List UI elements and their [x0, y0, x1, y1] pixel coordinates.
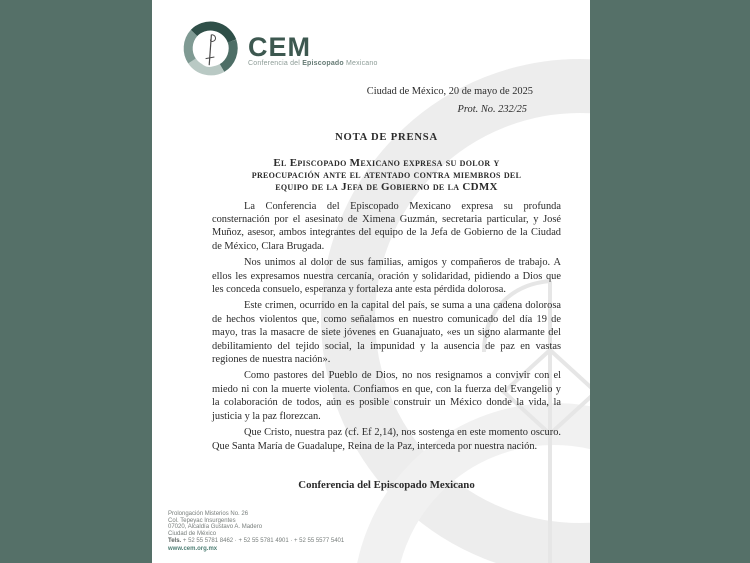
paragraph: Como pastores del Pueblo de Dios, no nos resignamos a convivir con el miedo ni con la muerte violenta. Confiamos en que, con la fuerza del Evangelio y la colaboración de todos, aún es posible construir un México donde la vida, la justicia y la paz florezcan. [212, 370, 561, 422]
cem-crosier-icon [181, 20, 239, 78]
paragraph: Nos unimos al dolor de sus familias, amigos y compañeros de trabajo. A ellos les expresamos nuestra cercanía, oración y solidaridad, pidiendo a Dios que les conceda consuelo, esperanza y fortaleza ante esta pérdida dolorosa. [212, 257, 561, 296]
paragraph: La Conferencia del Episcopado Mexicano expresa su profunda consternación por el asesinato de Ximena Guzmán, secretaria particular, y José Muñoz, asesor, ambos integrantes del equipo de la Jefa de Gobierno de la Ciudad de México, Clara Brugada. [212, 200, 561, 252]
address-line: Col. Tepeyac Insurgentes [168, 517, 236, 524]
paragraph: Este crimen, ocurrido en la capital del país, se suma a una cadena dolorosa de hechos violentos que, como señalamos en nuestro comunicado del día 19 de mayo, tras la masacre de siete jóvenes en Guanajuato, «es un signo alarmante del debilitamiento del tejido social, la impunidad y la ausencia de paz en vastas regiones de nuestra nación». [212, 300, 561, 366]
dateline: Ciudad de México, 20 de mayo de 2025 [366, 86, 533, 97]
logo-tagline-bold: Episcopado [302, 59, 344, 67]
address-line: Ciudad de México [168, 531, 217, 538]
document-title [212, 157, 561, 194]
letter-body [212, 86, 561, 491]
document-page [152, 0, 590, 563]
document-title-line: equipo de la Jefa de Gobierno de la CDMX [275, 181, 498, 194]
address-line: 07020, Alcaldía Gustavo A. Madero [168, 524, 263, 531]
address-line: Prolongación Misterios No. 26 [168, 511, 249, 517]
tels-value: + 52 55 5781 8462 · + 52 55 5781 4901 · + 52 55 5577 5401 [181, 537, 345, 544]
letterhead-footer [168, 511, 344, 552]
document-title-line: preocupación ante el atentado contra miembros del [251, 169, 522, 182]
logo-tagline-prefix: Conferencia del [248, 59, 303, 67]
cem-logo [181, 20, 378, 78]
press-note-heading: NOTA DE PRENSA [335, 132, 438, 143]
logo-tagline [248, 59, 378, 68]
website-link[interactable]: www.cem.org.mx [168, 545, 218, 552]
paragraph: Que Cristo, nuestra paz (cf. Ef 2,14), nos sostenga en este momento oscuro. Que Santa María de Guadalupe, Reina de la Paz, interceda por nuestra nación. [212, 427, 561, 452]
logo-wordmark [248, 31, 378, 68]
protocol-number: Prot. No. 232/25 [457, 104, 527, 115]
signature: Conferencia del Episcopado Mexicano [298, 478, 475, 491]
phone-numbers [168, 538, 344, 545]
tels-label: Tels. [168, 537, 182, 544]
document-title-line: El Episcopado Mexicano expresa su dolor y [273, 157, 500, 169]
logo-acronym: CEM [248, 31, 311, 62]
logo-tagline-suffix: Mexicano [343, 59, 378, 67]
